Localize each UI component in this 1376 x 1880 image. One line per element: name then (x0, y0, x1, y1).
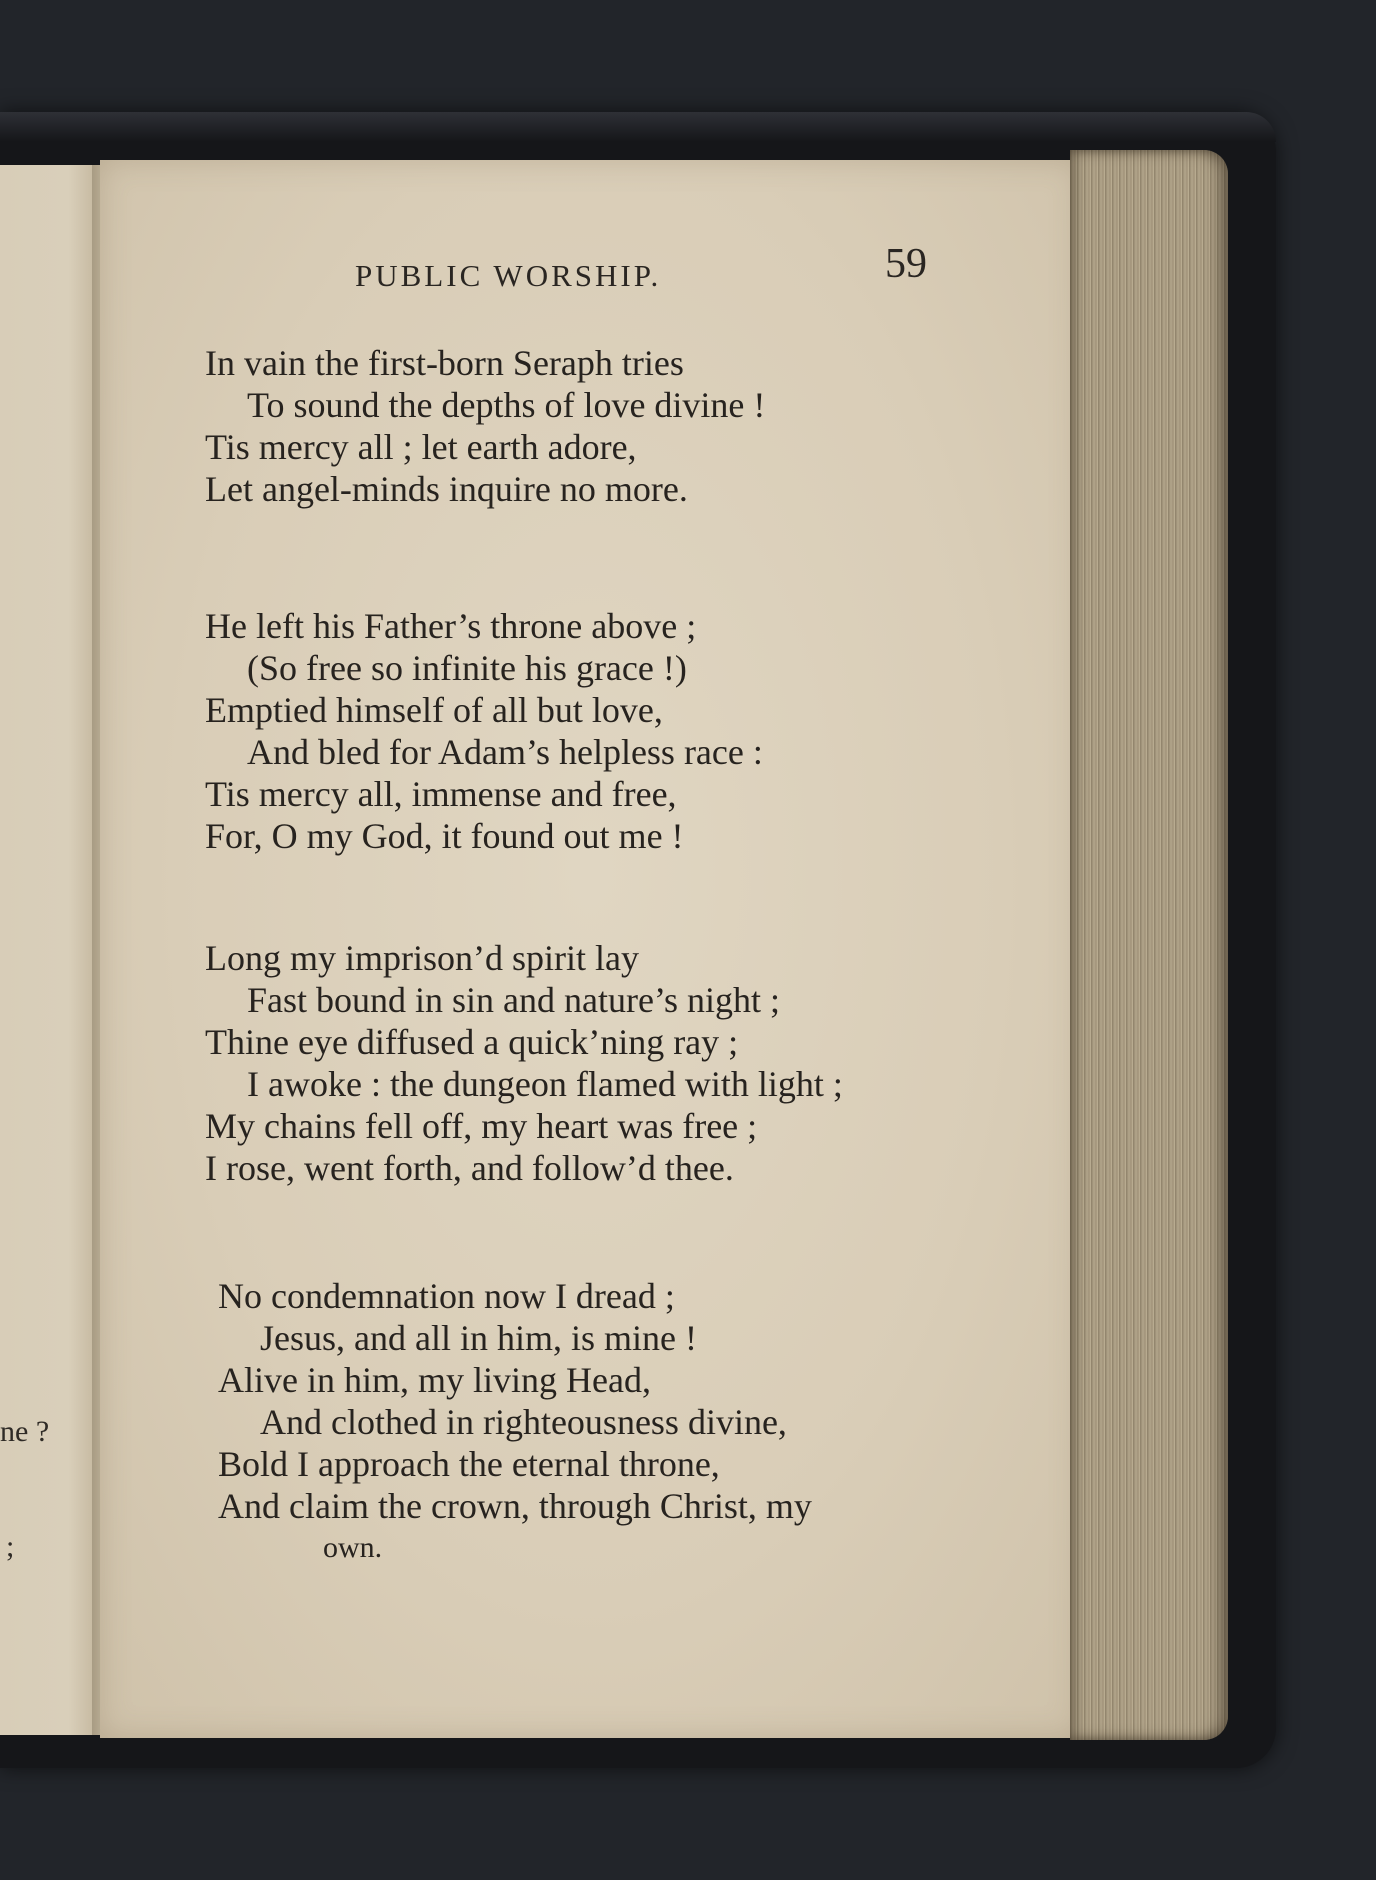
verse-line: My chains fell off, my heart was free ; (205, 1106, 758, 1146)
verse-line: I rose, went forth, and follow’d thee. (205, 1148, 734, 1188)
verse-line: own. (323, 1531, 383, 1564)
verse-line: And bled for Adam’s helpless race : (247, 732, 763, 772)
stanza-2 (205, 605, 1005, 857)
verse-line: For, O my God, it found out me ! (205, 816, 684, 856)
verse-line: Alive in him, my living Head, (218, 1360, 651, 1400)
verse-line: Let angel-minds inquire no more. (205, 469, 688, 509)
verse-line: Tis mercy all, immense and free, (205, 774, 677, 814)
stanza-3 (205, 937, 1005, 1189)
page-fore-edge (1070, 150, 1228, 1740)
running-header: PUBLIC WORSHIP. (355, 258, 662, 293)
page-number: 59 (885, 241, 927, 287)
verse-line: Fast bound in sin and nature’s night ; (247, 980, 780, 1020)
verse-line: And claim the crown, through Christ, my (218, 1486, 812, 1526)
verse-line: Emptied himself of all but love, (205, 690, 663, 730)
verse-line: Tis mercy all ; let earth adore, (205, 427, 637, 467)
left-page-fragment: ; (6, 1530, 15, 1563)
verse-line: To sound the depths of love divine ! (247, 385, 766, 425)
verse-line: No condemnation now I dread ; (218, 1276, 675, 1316)
verse-line: He left his Father’s throne above ; (205, 606, 697, 646)
verse-line: Jesus, and all in him, is mine ! (260, 1318, 697, 1358)
verse-line: In vain the first-born Seraph tries (205, 343, 684, 383)
stanza-4 (218, 1275, 1018, 1569)
stanza-1 (205, 342, 1005, 510)
book-cover-top-edge (0, 112, 1276, 142)
verse-line: Thine eye diffused a quick’ning ray ; (205, 1022, 739, 1062)
verse-line: And clothed in righteousness divine, (260, 1402, 787, 1442)
verse-line: Bold I approach the eternal throne, (218, 1444, 720, 1484)
left-page-fragment: ne ? (0, 1415, 50, 1448)
left-page (0, 165, 98, 1735)
verse-line: Long my imprison’d spirit lay (205, 938, 639, 978)
verse-line: I awoke : the dungeon flamed with light ; (247, 1064, 843, 1104)
verse-line: (So free so infinite his grace !) (247, 648, 687, 688)
